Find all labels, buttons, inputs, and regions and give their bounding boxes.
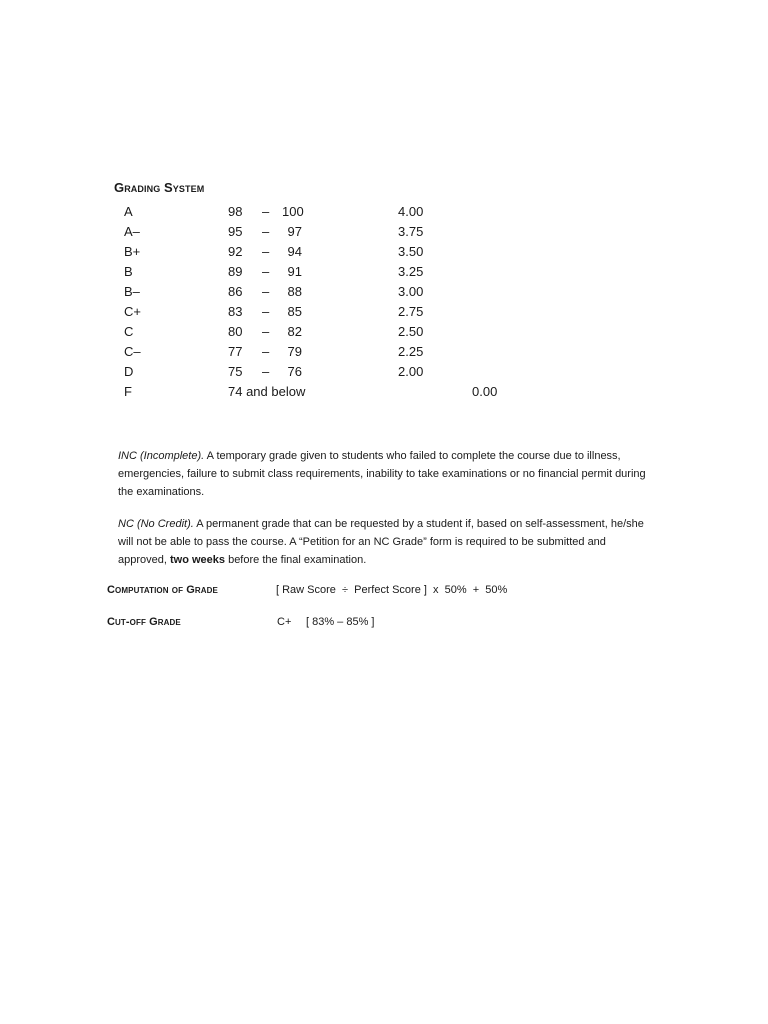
grade-dash: – — [262, 264, 270, 279]
grade-row — [124, 284, 544, 304]
grade-dash: – — [262, 284, 270, 299]
inc-paragraph — [118, 447, 648, 501]
grade-letter: C– — [124, 344, 141, 359]
grade-min: 95 — [228, 224, 243, 239]
grade-gpa: 3.00 — [398, 284, 424, 299]
grade-dash: – — [262, 204, 270, 219]
grade-letter: C+ — [124, 304, 141, 319]
grade-row — [124, 324, 544, 344]
grade-dash: – — [262, 324, 270, 339]
grade-min: 75 — [228, 364, 243, 379]
grading-system-title: Grading System — [114, 180, 205, 195]
grade-row — [124, 244, 544, 264]
grade-min: 83 — [228, 304, 243, 319]
grade-min: 98 — [228, 204, 243, 219]
grade-letter: F — [124, 384, 132, 399]
grade-min: 80 — [228, 324, 243, 339]
grade-max: 85 — [287, 304, 302, 319]
grade-letter: B– — [124, 284, 140, 299]
nc-text-end: before the final examination. — [225, 554, 367, 566]
grade-max: 79 — [287, 344, 302, 359]
grade-letter: B+ — [124, 244, 141, 259]
grade-max: 91 — [287, 264, 302, 279]
grade-gpa: 2.75 — [398, 304, 424, 319]
nc-emphasis: two weeks — [169, 554, 226, 566]
grade-gpa: 3.50 — [398, 244, 424, 259]
grade-max: 94 — [287, 244, 302, 259]
grade-max: 97 — [287, 224, 302, 239]
grade-dash: – — [262, 364, 270, 379]
grade-row — [124, 364, 544, 384]
cutoff-label: Cut-off Grade — [107, 616, 181, 628]
grade-letter: B — [124, 264, 133, 279]
grade-min: 86 — [228, 284, 243, 299]
grade-gpa: 2.25 — [398, 344, 424, 359]
grade-letter: C — [124, 324, 134, 339]
nc-paragraph — [118, 515, 648, 569]
grade-dash: – — [262, 224, 270, 239]
grade-max: 82 — [287, 324, 302, 339]
grade-max: 100 — [282, 204, 304, 219]
grade-row — [124, 264, 544, 284]
grade-table — [124, 204, 544, 404]
grade-min: 89 — [228, 264, 243, 279]
grade-letter: A– — [124, 224, 140, 239]
computation-label: Computation of Grade — [107, 584, 218, 596]
grade-row — [124, 344, 544, 364]
nc-text: A permanent grade that can be requested by a student if, based on self-assessment, he/she will not be able to pass the course. A “Petition for an NC Grade” form is required to be submitted and approved, — [118, 518, 644, 566]
grade-letter: A — [124, 204, 133, 219]
inc-term: INC (Incomplete). — [118, 450, 205, 462]
grade-row-fail — [124, 384, 544, 404]
grade-gpa: 3.25 — [398, 264, 424, 279]
grade-gpa: 2.50 — [398, 324, 424, 339]
cutoff-grade: C+ — [277, 616, 292, 628]
inc-text: A temporary grade given to students who failed to complete the course due to illness, emergencies, failure to submit class requirements, inability to take examinations or no financial permit during the examinations. — [118, 450, 646, 498]
grade-min: 77 — [228, 344, 243, 359]
grade-dash: – — [262, 244, 270, 259]
grade-row — [124, 204, 544, 224]
grade-gpa: 0.00 — [472, 384, 498, 399]
nc-term: NC (No Credit). — [118, 518, 194, 530]
grade-letter: D — [124, 364, 134, 379]
computation-formula: [ Raw Score ÷ Perfect Score ] x 50% + 50% — [276, 584, 508, 596]
grade-min: 92 — [228, 244, 243, 259]
grade-range-text: 74 and below — [228, 384, 306, 399]
grade-row — [124, 224, 544, 244]
grade-gpa: 3.75 — [398, 224, 424, 239]
grade-gpa: 2.00 — [398, 364, 424, 379]
grade-gpa: 4.00 — [398, 204, 424, 219]
grade-max: 88 — [287, 284, 302, 299]
grade-dash: – — [262, 304, 270, 319]
grade-row — [124, 304, 544, 324]
grade-max: 76 — [287, 364, 302, 379]
cutoff-range: [ 83% – 85% ] — [306, 616, 375, 628]
grade-dash: – — [262, 344, 270, 359]
